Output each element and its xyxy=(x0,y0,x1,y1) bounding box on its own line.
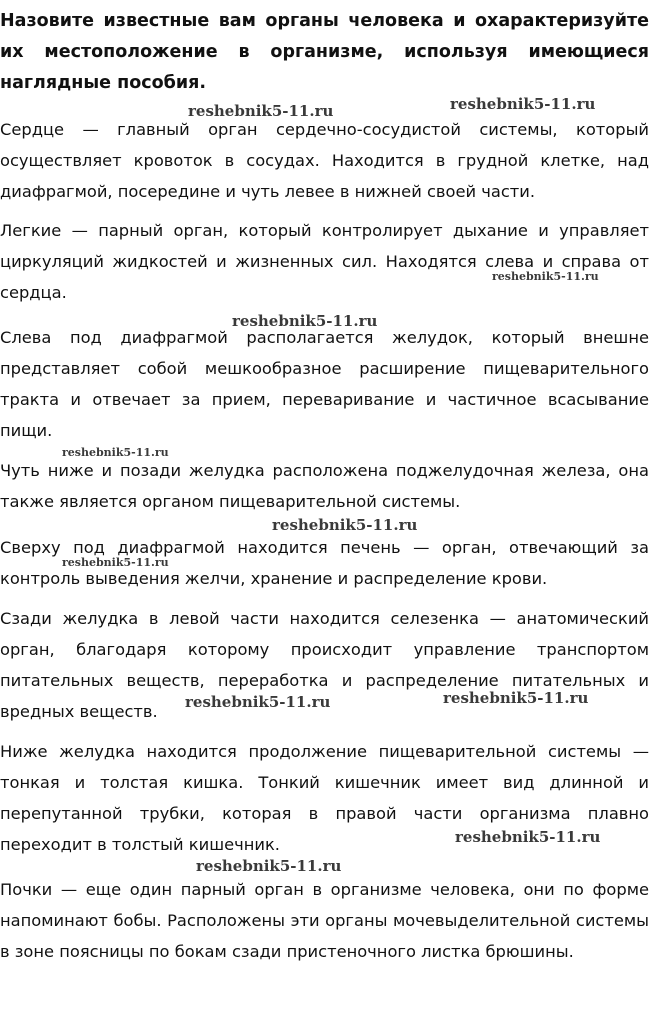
watermark: reshebnik5-11.ru xyxy=(62,446,169,459)
watermark: reshebnik5-11.ru xyxy=(455,828,601,846)
watermark: reshebnik5-11.ru xyxy=(62,556,169,569)
paragraph-liver: Сверху под диафрагмой находится печень — орган, отвечающий за контроль выведения желчи, хранение и распределение крови. xyxy=(0,538,649,588)
watermark: reshebnik5-11.ru xyxy=(443,689,589,707)
watermark: reshebnik5-11.ru xyxy=(450,95,596,113)
paragraph-stomach: Слева под диафрагмой располагается желудок, который внешне представляет собой мешкообразное расширение пищеварительного тракта и отвечает за прием, переваривание и частичное всасывание пищи. xyxy=(0,328,649,440)
watermark: reshebnik5-11.ru xyxy=(492,270,599,283)
watermark: reshebnik5-11.ru xyxy=(232,312,378,330)
paragraph-spleen: Сзади желудка в левой части находится селезенка — анатомический орган, благодаря которому происходит управление транспортом питательных веществ, переработка и распределение питательных и вредных веществ. xyxy=(0,609,649,721)
watermark: reshebnik5-11.ru xyxy=(188,102,334,120)
paragraph-intestine: Ниже желудка находится продолжение пищеварительной системы — тонкая и толстая кишка. Тонкий кишечник имеет вид длинной и перепутанной трубки, которая в правой части организма плавно переходит в толстый кишечник. xyxy=(0,742,649,854)
paragraph-kidneys: Почки — еще один парный орган в организме человека, они по форме напоминают бобы. Расположены эти органы мочевыделительной системы в зоне поясницы по бокам сзади пристеночного листка брюшины. xyxy=(0,880,649,961)
task-title: Назовите известные вам органы человека и охарактеризуйте их местоположение в организме, используя имеющиеся наглядные пособия. xyxy=(0,11,649,93)
watermark: reshebnik5-11.ru xyxy=(185,693,331,711)
paragraph-lungs: Легкие — парный орган, который контролирует дыхание и управляет циркуляций жидкостей и жизненных сил. Находятся слева и справа от сердца. xyxy=(0,221,649,302)
watermark: reshebnik5-11.ru xyxy=(272,516,418,534)
paragraph-pancreas: Чуть ниже и позади желудка расположена поджелудочная железа, она также является органом пищеварительной системы. xyxy=(0,461,649,511)
paragraph-heart: Сердце — главный орган сердечно-сосудистой системы, который осуществляет кровоток в сосудах. Находится в грудной клетке, над диафрагмой, посередине и чуть левее в нижней своей части. xyxy=(0,120,649,201)
watermark: reshebnik5-11.ru xyxy=(196,857,342,875)
